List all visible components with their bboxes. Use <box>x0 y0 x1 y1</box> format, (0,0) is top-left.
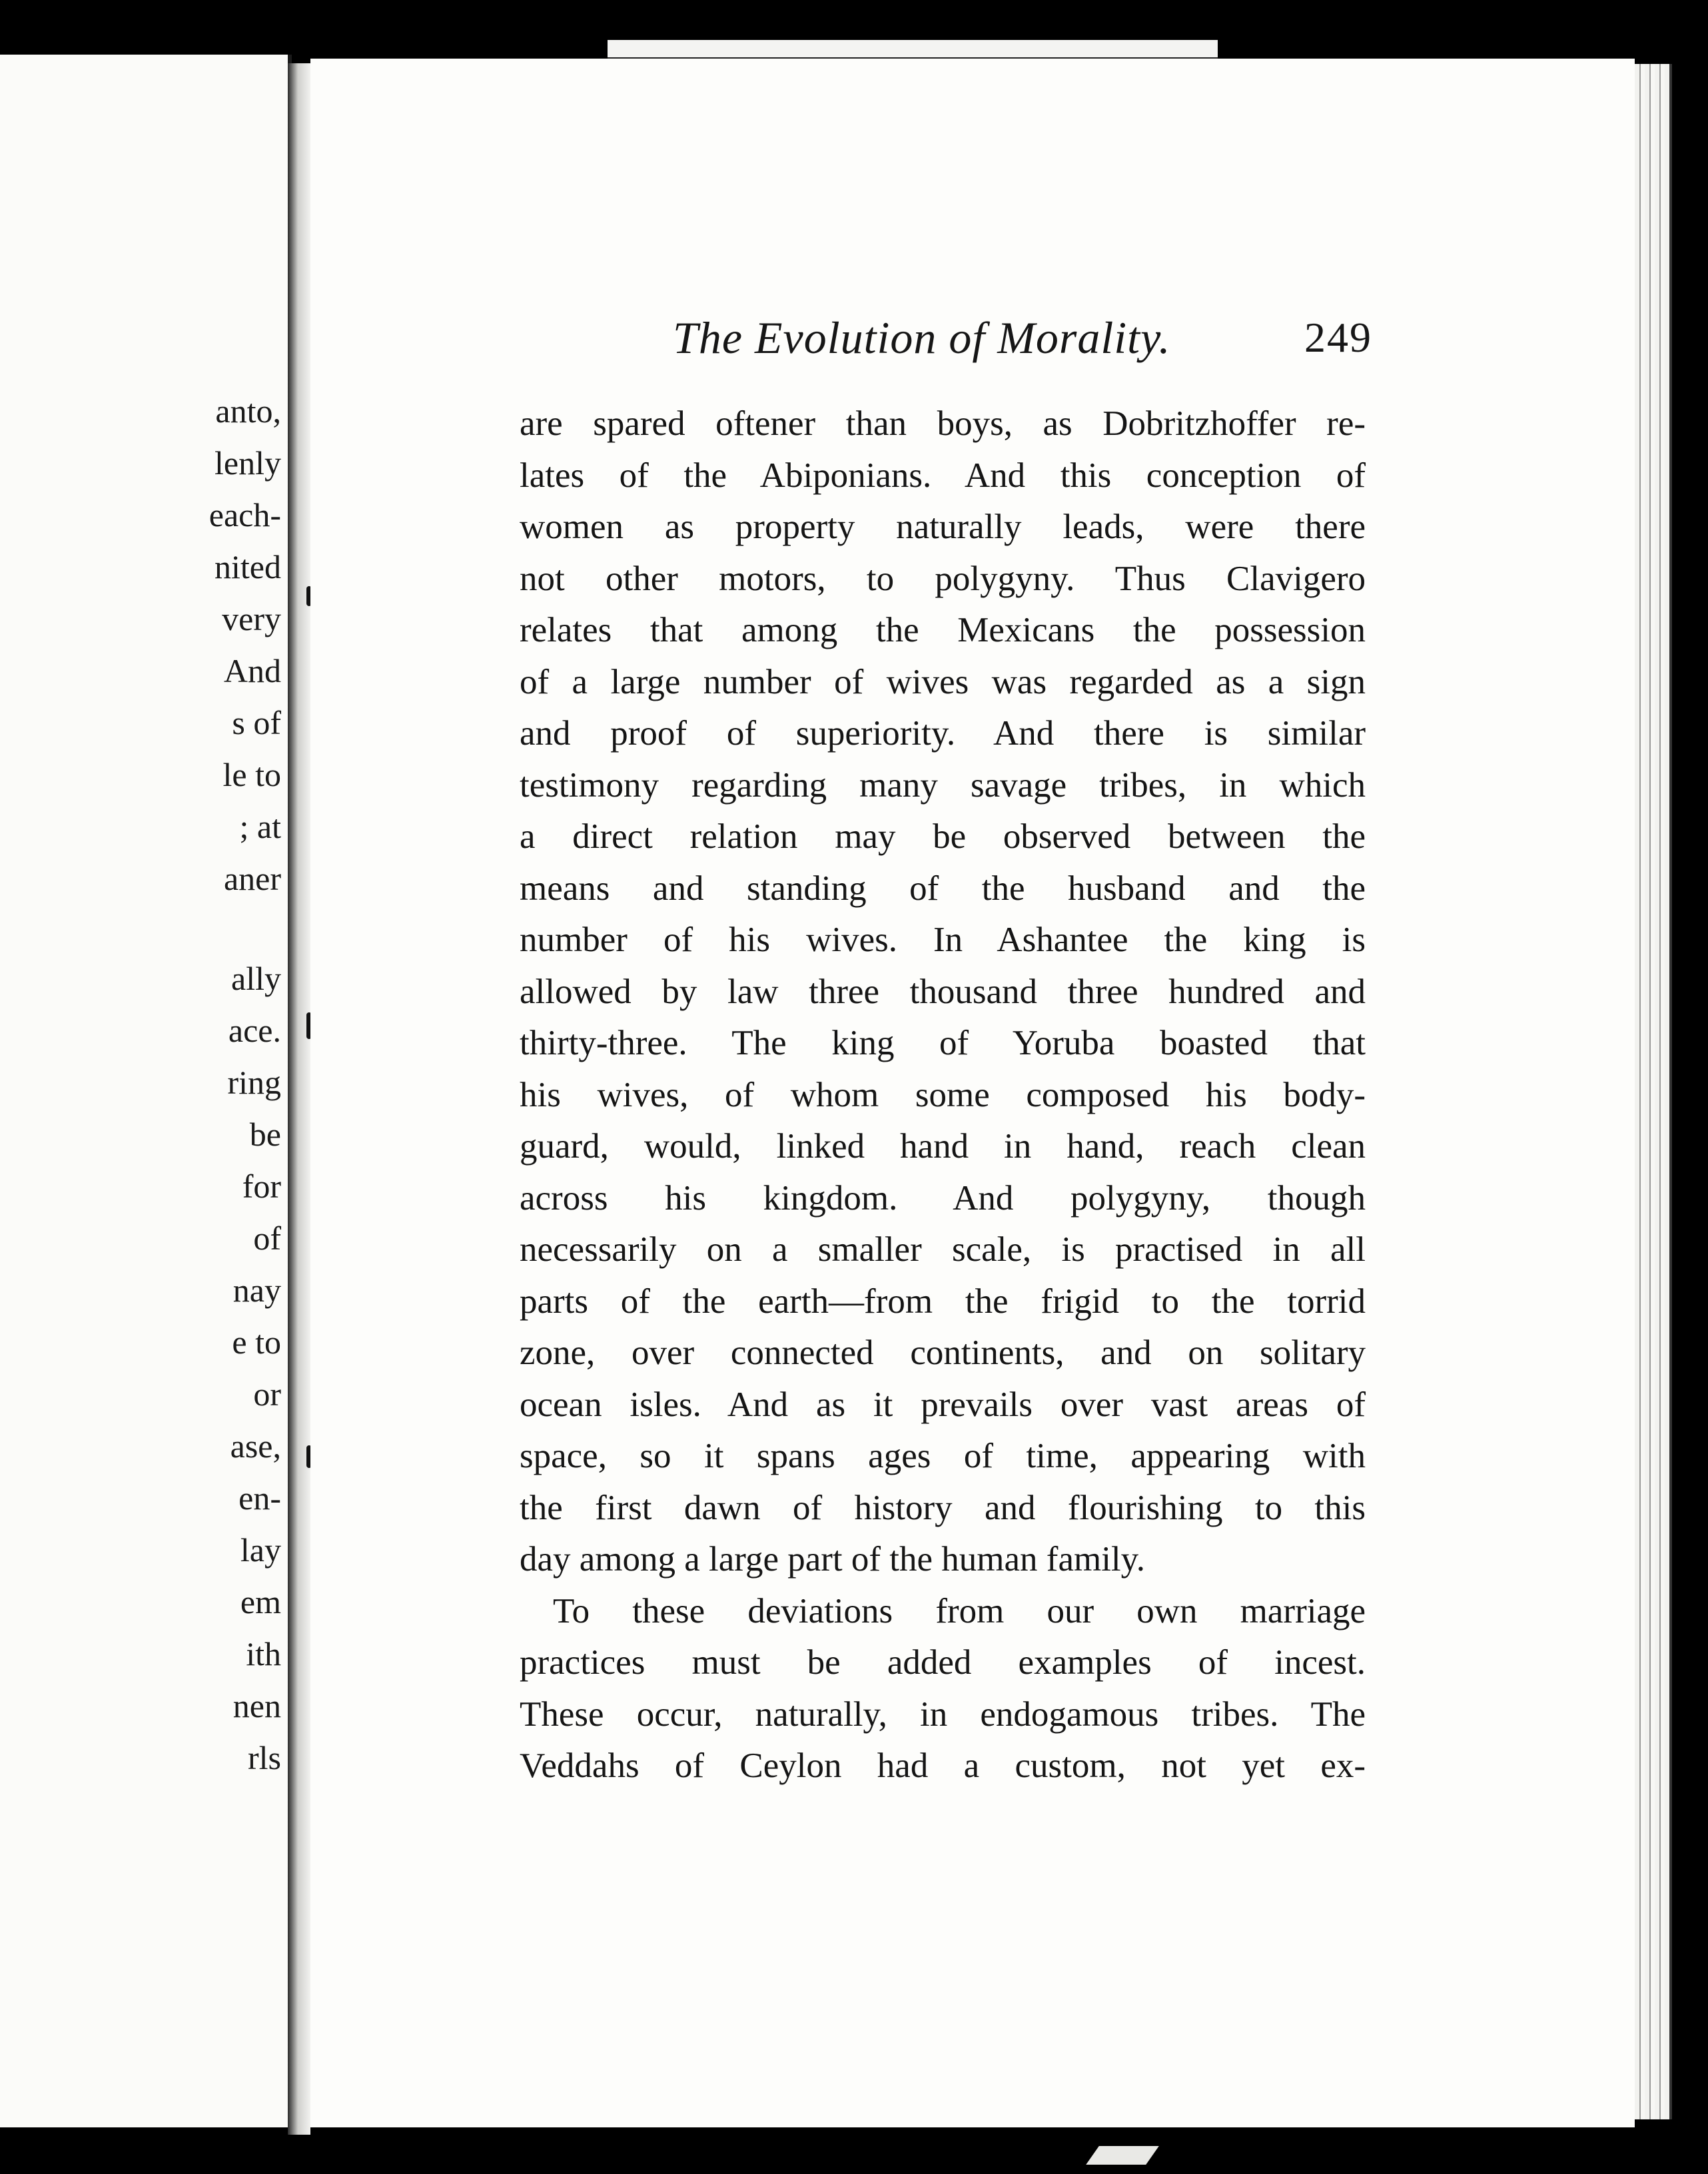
left-fragment: ith <box>246 1635 281 1672</box>
text-line: Veddahs of Ceylon had a custom, not yet ex- <box>520 1746 1366 1785</box>
text-line: women as property naturally leads, were there <box>520 508 1366 546</box>
page-edges <box>1635 64 1672 2119</box>
left-fragment: lenly <box>214 444 281 482</box>
left-fragment: ring <box>227 1064 281 1101</box>
left-fragment: e to <box>232 1323 281 1361</box>
left-fragment: be <box>249 1116 281 1153</box>
left-fragment: of <box>253 1220 281 1257</box>
page-number: 249 <box>1304 314 1372 361</box>
text-line: are spared oftener than boys, as Dobritzhoffer re- <box>520 404 1366 443</box>
left-fragment: ase, <box>230 1427 281 1465</box>
text-line: his wives, of whom some composed his body- <box>520 1075 1366 1114</box>
left-fragment: each- <box>209 496 281 534</box>
left-fragment: s of <box>232 704 281 741</box>
text-line: and proof of superiority. And there is similar <box>520 714 1366 753</box>
paragraph-start-line: To these deviations from our own marriage <box>553 1591 1366 1630</box>
left-fragment: for <box>242 1168 281 1205</box>
text-line: ocean isles. And as it prevails over vast areas of <box>520 1385 1366 1424</box>
bottom-scan-artifact <box>1086 2146 1159 2165</box>
left-fragment: nited <box>214 548 281 585</box>
text-line: day among a large part of the human family. <box>520 1540 1145 1579</box>
text-line: not other motors, to polygyny. Thus Clavigero <box>520 559 1366 598</box>
text-line: parts of the earth—from the frigid to the torrid <box>520 1281 1366 1321</box>
text-line: space, so it spans ages of time, appearing with <box>520 1437 1366 1475</box>
text-line: a direct relation may be observed between the <box>520 817 1366 856</box>
left-fragment: le to <box>222 756 281 793</box>
text-line: guard, would, linked hand in hand, reach clean <box>520 1127 1366 1166</box>
left-fragment: en- <box>238 1479 281 1517</box>
text-line: allowed by law three thousand three hundred and <box>520 972 1366 1011</box>
text-line: These occur, naturally, in endogamous tribes. The <box>520 1694 1366 1734</box>
left-fragment: ally <box>231 960 281 997</box>
previous-page-fragment <box>0 55 292 2127</box>
running-title: The Evolution of Morality. <box>673 312 1171 363</box>
left-fragment: or <box>253 1375 281 1413</box>
left-fragment: anto, <box>215 392 281 430</box>
left-fragment: rls <box>248 1739 281 1776</box>
left-fragment: nay <box>232 1271 281 1309</box>
left-fragment: nen <box>232 1687 281 1724</box>
text-line: thirty-three. The king of Yoruba boasted that <box>520 1024 1366 1062</box>
left-fragment: ; at <box>239 808 281 845</box>
text-line: across his kingdom. And polygyny, though <box>520 1178 1366 1218</box>
top-ribbon <box>608 40 1218 59</box>
text-line: testimony regarding many savage tribes, in which <box>520 765 1366 805</box>
left-fragment: aner <box>223 860 281 897</box>
left-fragment: very <box>222 600 281 637</box>
text-line: the first dawn of history and flourishing to this <box>520 1488 1366 1527</box>
text-line: zone, over connected continents, and on solitary <box>520 1333 1366 1372</box>
left-fragment: And <box>223 652 281 689</box>
left-fragment: ace. <box>228 1012 281 1049</box>
running-head <box>673 312 1372 365</box>
left-fragment: em <box>240 1583 281 1621</box>
text-line: practices must be added examples of incest. <box>520 1643 1366 1682</box>
text-line: of a large number of wives was regarded as a sign <box>520 662 1366 701</box>
body-text <box>520 398 1366 1792</box>
text-line: relates that among the Mexicans the possession <box>520 611 1366 649</box>
text-line: means and standing of the husband and the <box>520 869 1366 908</box>
book-gutter <box>288 63 310 2135</box>
text-line: number of his wives. In Ashantee the king is <box>520 920 1366 959</box>
text-line: lates of the Abiponians. And this conception of <box>520 456 1366 495</box>
left-fragment: lay <box>240 1531 281 1569</box>
text-line: necessarily on a smaller scale, is practised in all <box>520 1230 1366 1269</box>
